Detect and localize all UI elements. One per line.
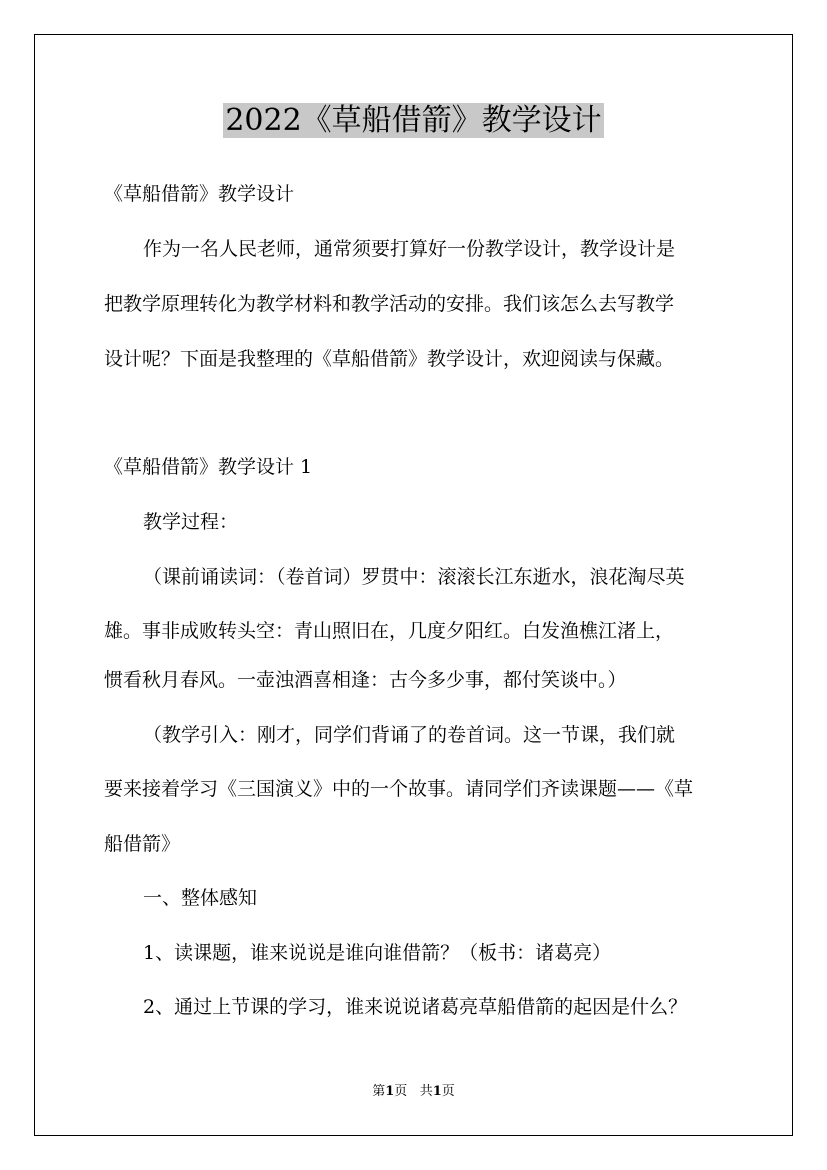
lesson-intro-line-2: 要来接着学习《三国演义》中的一个故事。请同学们齐读课题——《草 [104, 778, 694, 800]
document-title [0, 101, 827, 141]
lesson-intro-line-1: （教学引入：刚才，同学们背诵了的卷首词。这一节课，我们就 [143, 724, 676, 746]
intro-line-3: 设计呢？下面是我整理的《草船借箭》教学设计，欢迎阅读与保藏。 [104, 348, 675, 370]
intro-line-1: 作为一名人民老师，通常须要打算好一份教学设计，教学设计是 [143, 238, 676, 260]
footer-page-suffix: 页 [441, 1084, 455, 1099]
footer-page-mid: 页 共 [394, 1084, 433, 1099]
document-title-text: 2022《草船借箭》教学设计 [225, 103, 602, 138]
item-one: 1、读课题，谁来说说是谁向谁借箭？（板书：诸葛亮） [143, 942, 612, 964]
document-subtitle: 《草船借箭》教学设计 [104, 183, 295, 205]
footer-page-total: 1 [432, 1084, 442, 1099]
process-label: 教学过程： [143, 511, 239, 533]
section-heading: 《草船借箭》教学设计 1 [104, 456, 313, 478]
page-footer [0, 1083, 827, 1101]
footer-page-current: 1 [385, 1084, 395, 1099]
poem-line-3: 惯看秋月春风。一壶浊酒喜相逢：古今多少事，都付笑谈中。） [104, 669, 627, 691]
lesson-intro-line-3: 船借箭》 [104, 833, 181, 855]
poem-line-1: （课前诵读词：（卷首词）罗贯中：滚滚长江东逝水，浪花淘尽英 [143, 566, 685, 588]
poem-line-2: 雄。事非成败转头空：青山照旧在，几度夕阳红。白发渔樵江渚上， [104, 620, 675, 642]
footer-page-prefix: 第 [372, 1084, 386, 1099]
item-two: 2、通过上节课的学习，谁来说说诸葛亮草船借箭的起因是什么？ [143, 996, 688, 1018]
intro-line-2: 把教学原理转化为教学材料和教学活动的安排。我们该怎么去写教学 [104, 293, 675, 315]
part-one-heading: 一、整体感知 [143, 887, 258, 909]
